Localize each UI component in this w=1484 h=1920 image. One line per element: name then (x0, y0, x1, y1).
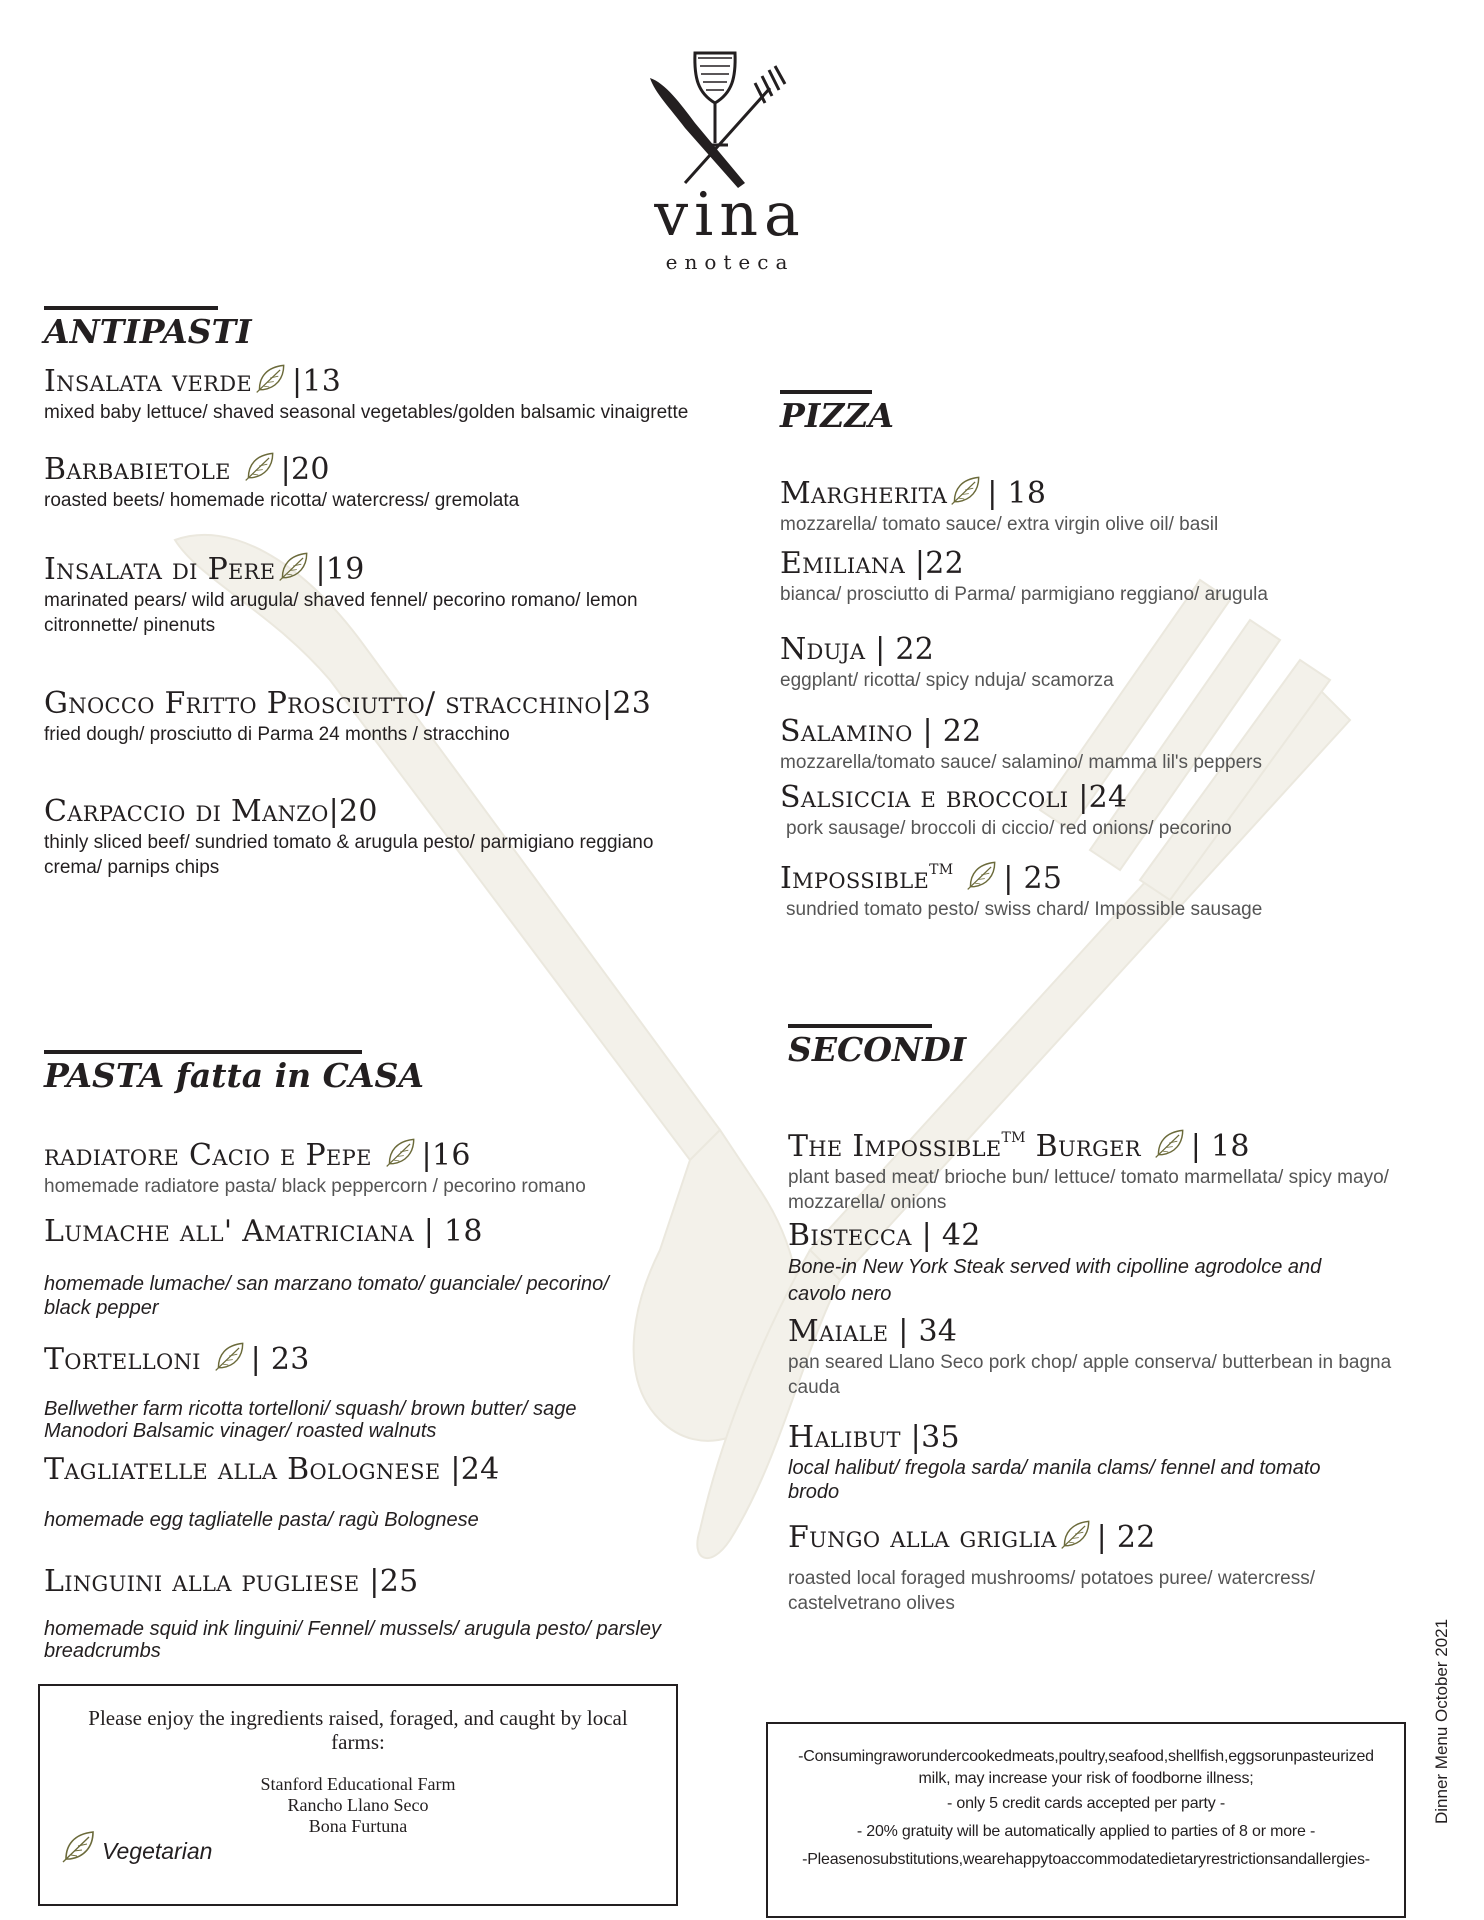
item-description-line2: black pepper (44, 1297, 159, 1319)
item-price: | 18 (1190, 1129, 1250, 1164)
item-description-line2: Manodori Balsamic vinager/ roasted walnuts (44, 1420, 437, 1442)
item-name: The Impossible (788, 1129, 1002, 1164)
menu-item (44, 686, 651, 747)
item-description: roasted local foraged mushrooms/ potatoes puree/ watercress/ (788, 1568, 1315, 1589)
vegetarian-leaf-icon (60, 1826, 100, 1866)
item-description: homemade egg tagliatelle pasta/ ragù Bolognese (44, 1509, 479, 1531)
item-name: Nduja (780, 632, 866, 667)
notice-line: -Consumingraworundercookedmeats,poultry,seafood,shellfish,eggsorunpasteurized (798, 1748, 1374, 1765)
item-name: Tortelloni (44, 1342, 201, 1377)
item-description: thinly sliced beef/ sundried tomato & arugula pesto/ parmigiano reggiano (44, 832, 654, 853)
farms-intro-line2: farms: (331, 1730, 385, 1754)
logo-cutlery-icon (640, 48, 790, 188)
item-name: radiatore Cacio e Pepe (44, 1138, 372, 1173)
item-description: mozzarella/tomato sauce/ salamino/ mamma lil's peppers (780, 752, 1262, 773)
item-name: Impossible (780, 861, 930, 896)
notice-line: - only 5 credit cards accepted per party - (947, 1795, 1225, 1812)
item-description: homemade lumache/ san marzano tomato/ guanciale/ pecorino/ (44, 1273, 609, 1295)
item-price: | 23 (250, 1342, 310, 1377)
item-description-line2: mozzarella/ onions (788, 1192, 947, 1213)
item-price: |35 (910, 1420, 960, 1455)
item-name: Barbabietole (44, 452, 231, 487)
notice-line: - 20% gratuity will be automatically applied to parties of 8 or more - (856, 1823, 1316, 1840)
item-description-line2: citronnette/ pinenuts (44, 615, 216, 636)
item-description: pan seared Llano Seco pork chop/ apple conserva/ butterbean in bagna (788, 1352, 1392, 1373)
local-farms-box (38, 1684, 678, 1906)
menu-item (788, 1518, 1315, 1616)
item-description: marinated pears/ wild arugula/ shaved fennel/ pecorino romano/ lemon (44, 590, 638, 611)
item-price: |20 (328, 794, 378, 829)
item-name: Insalata di Pere (44, 552, 276, 587)
item-price: |13 (291, 364, 342, 399)
brand-subtitle: enoteca (665, 250, 795, 274)
item-description-line2: crema/ parnips chips (44, 857, 220, 878)
menu-item (44, 1452, 500, 1532)
item-name: Salsiccia e broccoli (780, 780, 1069, 815)
item-description: homemade squid ink linguini/ Fennel/ mussels/ arugula pesto/ parsley (44, 1618, 662, 1640)
menu-item (788, 1120, 1389, 1215)
menu-item (788, 1420, 1321, 1504)
item-description: local halibut/ fregola sarda/ manila clams/ fennel and tomato (788, 1457, 1321, 1479)
item-description: eggplant/ ricotta/ spicy nduja/ scamorza (780, 670, 1114, 691)
menu-item (44, 1214, 609, 1320)
item-price: |25 (369, 1564, 419, 1599)
item-description: Bone-in New York Steak served with cipolline agrodolce and (788, 1256, 1322, 1278)
menu-item (44, 1340, 576, 1442)
item-price: | 22 (922, 714, 982, 749)
farm-name: Bona Furtuna (308, 1816, 408, 1836)
item-price: | 34 (898, 1314, 958, 1349)
menu-date-note: Dinner Menu October 2021 (1432, 1618, 1451, 1824)
item-name: Gnocco Fritto Prosciutto/ stracchino (44, 686, 602, 721)
menu-item (44, 794, 653, 880)
legend-label: Vegetarian (102, 1837, 213, 1864)
item-description-line2: castelvetrano olives (788, 1593, 955, 1614)
item-description-line2: breadcrumbs (44, 1640, 161, 1662)
vegetarian-leaf-icon (254, 362, 290, 394)
item-price: |24 (450, 1452, 500, 1487)
item-name: Salamino (780, 714, 913, 749)
item-description: plant based meat/ brioche bun/ lettuce/ tomato marmellata/ spicy mayo/ (788, 1167, 1389, 1188)
menu-item (44, 1564, 661, 1662)
menu-item (780, 780, 1232, 841)
item-name: Fungo alla griglia (788, 1520, 1057, 1555)
vegetarian-leaf-icon (1059, 1518, 1095, 1550)
menu-item (44, 450, 519, 513)
antipasti-title: ANTIPASTI (44, 312, 252, 351)
farm-name: Rancho Llano Seco (287, 1795, 429, 1815)
item-price: | 22 (875, 632, 935, 667)
vegetarian-legend (60, 1826, 212, 1866)
notice-box (766, 1722, 1406, 1918)
item-description: pork sausage/ broccoli di ciccio/ red onions/ pecorino (786, 818, 1232, 839)
item-name: Carpaccio di Manzo (44, 794, 329, 829)
vegetarian-leaf-icon (277, 550, 313, 582)
vegetarian-leaf-icon (1153, 1127, 1189, 1159)
pasta-title: PASTA fatta in CASA (44, 1056, 424, 1095)
item-name: Margherita (780, 476, 948, 511)
menu-item (780, 474, 1218, 537)
item-name: Bistecca (788, 1218, 912, 1253)
item-price: |24 (1078, 780, 1128, 815)
item-description-line2: brodo (788, 1481, 840, 1503)
item-description-line2: cauda (788, 1377, 840, 1398)
item-description: mixed baby lettuce/ shaved seasonal vegetables/golden balsamic vinaigrette (44, 402, 689, 423)
menu-item (44, 550, 638, 638)
item-name: Linguini alla pugliese (44, 1564, 360, 1599)
item-name: Lumache all' Amatriciana (44, 1214, 414, 1249)
item-description: sundried tomato pesto/ swiss chard/ Impossible sausage (786, 899, 1263, 920)
item-name: Insalata verde (44, 364, 252, 399)
trademark-mark: TM (1001, 1130, 1026, 1146)
item-description-line2: cavolo nero (788, 1283, 892, 1305)
vegetarian-leaf-icon (949, 474, 985, 506)
vegetarian-leaf-icon (384, 1136, 420, 1168)
menu-item (788, 1218, 1321, 1308)
item-price: |19 (315, 552, 365, 587)
item-price: |20 (280, 452, 330, 487)
item-description: Bellwether farm ricotta tortelloni/ squash/ brown butter/ sage (44, 1398, 577, 1420)
item-description: roasted beets/ homemade ricotta/ watercress/ gremolata (44, 490, 520, 511)
farms-intro: Please enjoy the ingredients raised, foraged, and caught by local (88, 1706, 628, 1730)
item-name: Emiliana (780, 546, 906, 581)
pasta-rule (44, 1050, 362, 1054)
menu-item (780, 546, 1268, 607)
item-price: | 42 (921, 1218, 981, 1253)
notice-line: milk, may increase your risk of foodborne illness; (918, 1770, 1254, 1787)
menu-item (780, 632, 1114, 693)
menu-item (44, 362, 688, 425)
pizza-rule (780, 390, 872, 394)
secondi-title: SECONDI (788, 1030, 967, 1069)
menu-item (44, 1136, 586, 1199)
item-description: mozzarella/ tomato sauce/ extra virgin olive oil/ basil (780, 514, 1219, 535)
vegetarian-leaf-icon (213, 1340, 249, 1372)
item-price: |22 (914, 546, 965, 581)
item-price: | 25 (1003, 861, 1063, 896)
item-name: Tagliatelle alla Bolognese (44, 1452, 441, 1487)
notice-line: -Pleasenosubstitutions,wearehappytoaccommodatedietaryrestrictionsandallergies- (802, 1851, 1370, 1868)
pizza-title: PIZZA (780, 396, 895, 435)
menu-item (780, 714, 1262, 775)
menu-item (780, 852, 1262, 922)
antipasti-rule (44, 306, 218, 310)
item-price: |16 (421, 1138, 471, 1173)
vegetarian-leaf-icon (243, 450, 279, 482)
secondi-rule (788, 1024, 932, 1028)
item-price: | 18 (987, 476, 1047, 511)
item-name: Halibut (788, 1420, 901, 1455)
item-name: Maiale (788, 1314, 889, 1349)
menu-item (788, 1314, 1391, 1400)
item-price: | 22 (1096, 1520, 1156, 1555)
item-description: fried dough/ prosciutto di Parma 24 months / stracchino (44, 724, 510, 745)
farm-name: Stanford Educational Farm (260, 1774, 456, 1794)
brand-name: vina (654, 180, 806, 250)
item-price: |23 (601, 686, 652, 721)
trademark-mark: TM (929, 862, 954, 878)
item-description: bianca/ prosciutto di Parma/ parmigiano reggiano/ arugula (780, 584, 1268, 605)
item-price: | 18 (423, 1214, 483, 1249)
item-name-suffix: Burger (1025, 1129, 1141, 1164)
item-description: homemade radiatore pasta/ black peppercorn / pecorino romano (44, 1176, 586, 1197)
vegetarian-leaf-icon (965, 859, 1001, 891)
